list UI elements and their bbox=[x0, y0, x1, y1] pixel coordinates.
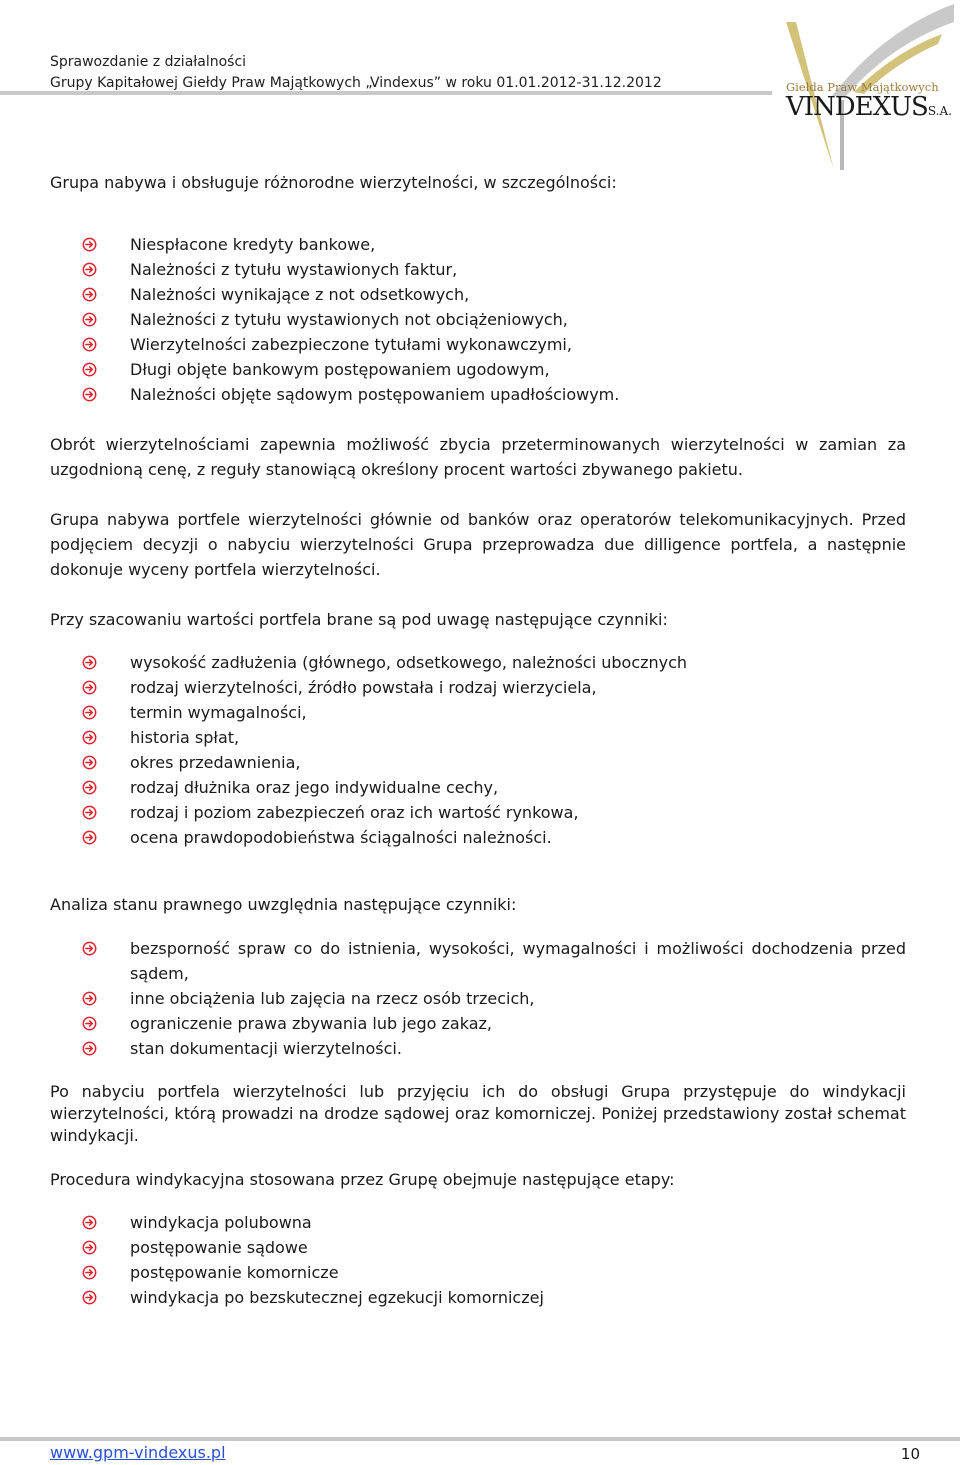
arrow-circle-bullet-icon bbox=[82, 655, 97, 670]
sources-paragraph: Grupa nabywa portfele wierzytelności głównie od banków oraz operatorów telekomunikacyjnych. Przed podjęciem decyzji o nabyciu wierzytelności Grupa przeprowadza due dilligence portfela, a następnie dokonuje wyceny portfela wierzytelności. bbox=[50, 510, 906, 579]
document-body bbox=[50, 170, 906, 1310]
list-item-text: ograniczenie prawa zbywania lub jego zakaz, bbox=[130, 1014, 492, 1033]
list-item bbox=[50, 750, 906, 775]
logo-brand-name: VINDEXUS bbox=[786, 92, 928, 122]
list-item-text: Należności z tytułu wystawionych not obciążeniowych, bbox=[130, 310, 568, 329]
collection-paragraph: Po nabyciu portfela wierzytelności lub przyjęciu ich do obsługi Grupa przystępuje do windykacji wierzytelności, którą prowadzi na drodze sądowej oraz komorniczej. Poniżej przedstawiony został schemat windykacji. bbox=[50, 1082, 906, 1145]
list-item bbox=[50, 1036, 906, 1061]
website-link[interactable]: www.gpm-vindexus.pl bbox=[50, 1443, 226, 1462]
valuation-intro: Przy szacowaniu wartości portfela brane są pod uwagę następujące czynniki: bbox=[50, 610, 668, 629]
procedure-steps-list bbox=[50, 1210, 906, 1310]
list-item-text: postępowanie komornicze bbox=[130, 1263, 339, 1282]
arrow-circle-bullet-icon bbox=[82, 755, 97, 770]
header-title: Sprawozdanie z działalności bbox=[50, 54, 247, 70]
arrow-circle-bullet-icon bbox=[82, 237, 97, 252]
arrow-circle-bullet-icon bbox=[82, 991, 97, 1006]
arrow-circle-bullet-icon bbox=[82, 941, 97, 956]
list-item bbox=[50, 232, 906, 257]
debt-types-list bbox=[50, 232, 906, 407]
list-item bbox=[50, 700, 906, 725]
logo-brand-suffix: S.A. bbox=[927, 104, 952, 118]
list-item-text: Należności objęte sądowym postępowaniem upadłościowym. bbox=[130, 385, 620, 404]
list-item bbox=[50, 825, 906, 850]
list-item bbox=[50, 675, 906, 700]
arrow-circle-bullet-icon bbox=[82, 780, 97, 795]
list-item-text: windykacja po bezskutecznej egzekucji komorniczej bbox=[130, 1288, 544, 1307]
list-item bbox=[50, 1210, 906, 1235]
list-item bbox=[50, 800, 906, 825]
list-item bbox=[50, 257, 906, 282]
list-item-text: termin wymagalności, bbox=[130, 703, 307, 722]
list-item-text: okres przedawnienia, bbox=[130, 753, 301, 772]
list-item bbox=[50, 357, 906, 382]
list-item bbox=[50, 1235, 906, 1260]
list-item bbox=[50, 650, 906, 675]
footer-divider bbox=[0, 1437, 960, 1441]
arrow-circle-bullet-icon bbox=[82, 362, 97, 377]
list-item-text: Należności z tytułu wystawionych faktur, bbox=[130, 260, 458, 279]
document-header bbox=[50, 52, 662, 94]
arrow-circle-bullet-icon bbox=[82, 1215, 97, 1230]
arrow-circle-bullet-icon bbox=[82, 387, 97, 402]
intro-paragraph: Grupa nabywa i obsługuje różnorodne wierzytelności, w szczególności: bbox=[50, 173, 617, 192]
procedure-intro: Procedura windykacyjna stosowana przez Grupę obejmuje następujące etapy: bbox=[50, 1170, 675, 1189]
header-subtitle: Grupy Kapitałowej Giełdy Praw Majątkowych „Vindexus” w roku 01.01.2012-31.12.2012 bbox=[50, 75, 662, 91]
logo-brand bbox=[786, 92, 952, 122]
list-item-text: historia spłat, bbox=[130, 728, 240, 747]
arrow-circle-bullet-icon bbox=[82, 1041, 97, 1056]
arrow-circle-bullet-icon bbox=[82, 262, 97, 277]
list-item-text: wysokość zadłużenia (głównego, odsetkowego, należności ubocznych bbox=[130, 653, 688, 672]
list-item bbox=[50, 307, 906, 332]
list-item bbox=[50, 936, 906, 986]
list-item-text: windykacja polubowna bbox=[130, 1213, 312, 1232]
trade-paragraph: Obrót wierzytelnościami zapewnia możliwość zbycia przeterminowanych wierzytelności w zamian za uzgodnioną cenę, z reguły stanowiącą określony procent wartości zbywanego pakietu. bbox=[50, 435, 906, 479]
list-item-text: Długi objęte bankowym postępowaniem ugodowym, bbox=[130, 360, 550, 379]
list-item bbox=[50, 382, 906, 407]
arrow-circle-bullet-icon bbox=[82, 312, 97, 327]
list-item bbox=[50, 282, 906, 307]
list-item-text: Wierzytelności zabezpieczone tytułami wykonawczymi, bbox=[130, 335, 572, 354]
arrow-circle-bullet-icon bbox=[82, 1265, 97, 1280]
arrow-circle-bullet-icon bbox=[82, 337, 97, 352]
arrow-circle-bullet-icon bbox=[82, 830, 97, 845]
list-item bbox=[50, 1260, 906, 1285]
list-item-text: rodzaj wierzytelności, źródło powstała i rodzaj wierzyciela, bbox=[130, 678, 597, 697]
list-item bbox=[50, 332, 906, 357]
valuation-factors-list bbox=[50, 650, 906, 850]
list-item bbox=[50, 1285, 906, 1310]
list-item-text: inne obciążenia lub zajęcia na rzecz osób trzecich, bbox=[130, 989, 535, 1008]
list-item-text: stan dokumentacji wierzytelności. bbox=[130, 1039, 402, 1058]
list-item-text: Niespłacone kredyty bankowe, bbox=[130, 235, 376, 254]
arrow-circle-bullet-icon bbox=[82, 680, 97, 695]
list-item-text: Należności wynikające z not odsetkowych, bbox=[130, 285, 470, 304]
arrow-circle-bullet-icon bbox=[82, 1290, 97, 1305]
list-item bbox=[50, 725, 906, 750]
arrow-circle-bullet-icon bbox=[82, 705, 97, 720]
arrow-circle-bullet-icon bbox=[82, 1016, 97, 1031]
header-divider bbox=[0, 91, 772, 95]
page-number: 10 bbox=[900, 1445, 920, 1463]
list-item-text: rodzaj dłużnika oraz jego indywidualne cechy, bbox=[130, 778, 499, 797]
logo-tagline: Giełda Praw Majątkowych bbox=[786, 80, 939, 94]
list-item-text: ocena prawdopodobieństwa ściągalności należności. bbox=[130, 828, 552, 847]
vindexus-logo bbox=[780, 0, 960, 175]
list-item-text: postępowanie sądowe bbox=[130, 1238, 308, 1257]
list-item bbox=[50, 986, 906, 1011]
list-item-text: bezsporność spraw co do istnienia, wysokości, wymagalności i możliwości dochodzenia przed sądem, bbox=[130, 939, 906, 983]
arrow-circle-bullet-icon bbox=[82, 1240, 97, 1255]
list-item bbox=[50, 775, 906, 800]
legal-intro: Analiza stanu prawnego uwzględnia następujące czynniki: bbox=[50, 895, 517, 914]
arrow-circle-bullet-icon bbox=[82, 730, 97, 745]
arrow-circle-bullet-icon bbox=[82, 287, 97, 302]
list-item-text: rodzaj i poziom zabezpieczeń oraz ich wartość rynkowa, bbox=[130, 803, 579, 822]
list-item bbox=[50, 1011, 906, 1036]
arrow-circle-bullet-icon bbox=[82, 805, 97, 820]
legal-factors-list bbox=[50, 936, 906, 1061]
